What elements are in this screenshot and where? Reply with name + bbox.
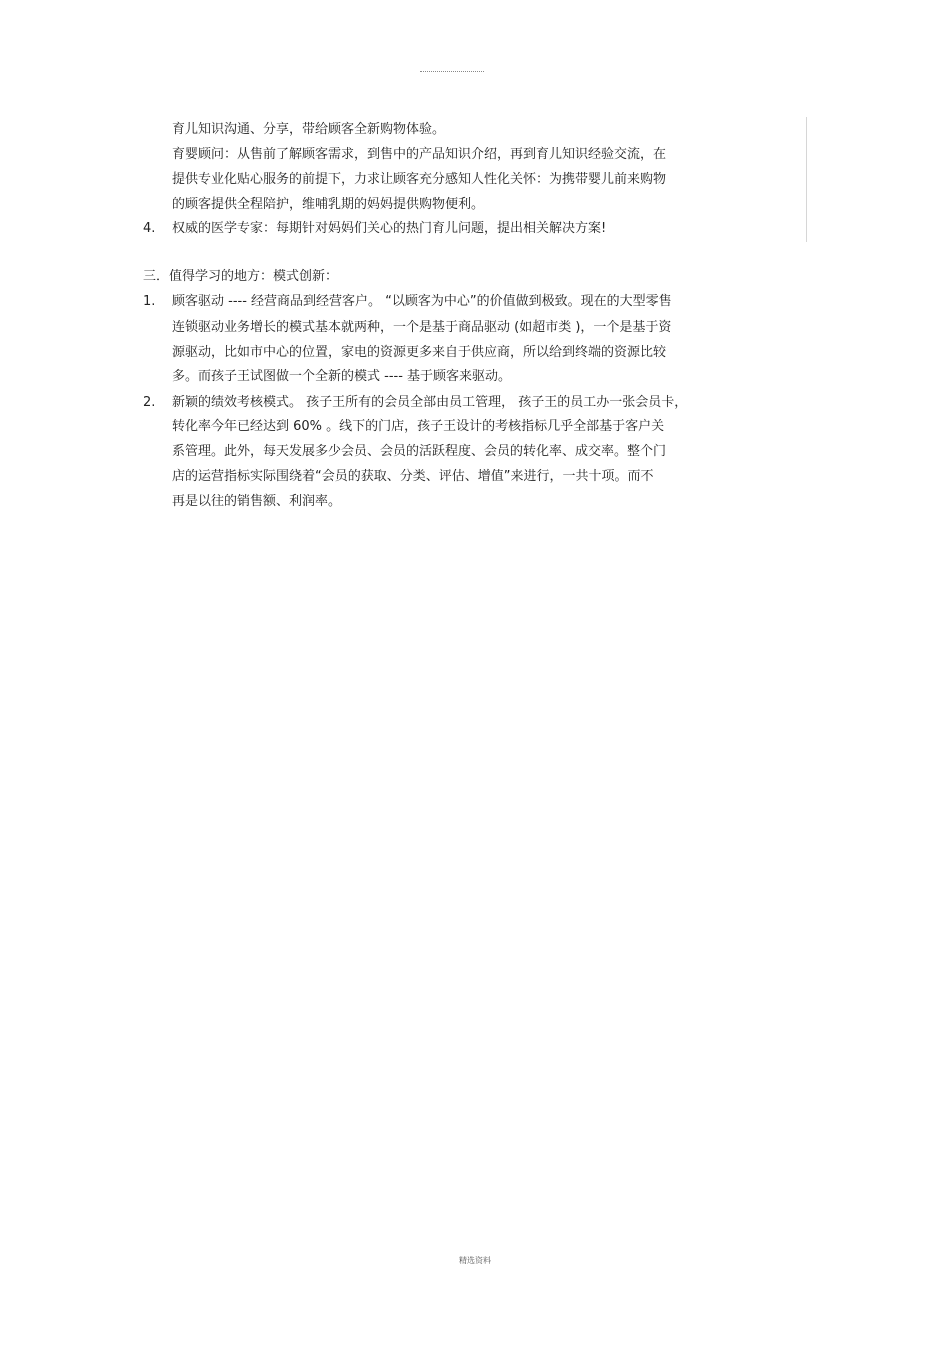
section-three-heading: 三．值得学习的地方：模式创新： xyxy=(143,269,339,284)
margin-rule xyxy=(806,117,807,242)
s3-item1-line4: 多。而孩子王试图做一个全新的模式 ---- 基于顾客来驱动。 xyxy=(172,369,512,384)
s3-item1-line2: 连锁驱动业务增长的模式基本就两种，一个是基于商品驱动 (如超市类 )，一个是基于资 xyxy=(172,320,672,335)
s3-item2-line1: 新颖的绩效考核模式。 孩子王所有的会员全部由员工管理， 孩子王的员工办一张会员卡， xyxy=(172,395,688,410)
item3-line1: 育儿知识沟通、分享，带给顾客全新购物体验。 xyxy=(172,122,446,137)
s3-item1-number: 1. xyxy=(143,294,156,309)
item4-number: 4. xyxy=(143,221,156,236)
s3-item2-number: 2. xyxy=(143,395,156,410)
s3-item2-line5: 再是以往的销售额、利润率。 xyxy=(172,494,342,509)
s3-item2-line3: 系管理。此外，每天发展多少会员、会员的活跃程度、会员的转化率、成交率。整个门 xyxy=(172,444,667,459)
item3-line4: 的顾客提供全程陪护，维哺乳期的妈妈提供购物便利。 xyxy=(172,197,485,212)
header-rule xyxy=(420,71,484,72)
s3-item1-line3: 源驱动，比如市中心的位置，家电的资源更多来自于供应商，所以给到终端的资源比较 xyxy=(172,345,667,360)
item3-line3: 提供专业化贴心服务的前提下，力求让顾客充分感知人性化关怀：为携带婴儿前来购物 xyxy=(172,172,667,187)
item3-line2: 育婴顾问：从售前了解顾客需求，到售中的产品知识介绍，再到育儿知识经验交流，在 xyxy=(172,147,667,162)
page-footer: 精选资料 xyxy=(459,1256,491,1265)
item4-line1: 权威的医学专家：每期针对妈妈们关心的热门育儿问题，提出相关解决方案! xyxy=(172,221,607,236)
s3-item2-line4: 店的运营指标实际围绕着“会员的获取、分类、评估、增值”来进行，一共十项。而不 xyxy=(172,469,654,484)
s3-item1-line1: 顾客驱动 ---- 经营商品到经营客户。 “以顾客为中心”的价值做到极致。现在的大型零售 xyxy=(172,294,672,309)
s3-item2-line2: 转化率今年已经达到 60% 。线下的门店，孩子王设计的考核指标几乎全部基于客户关 xyxy=(172,419,665,434)
